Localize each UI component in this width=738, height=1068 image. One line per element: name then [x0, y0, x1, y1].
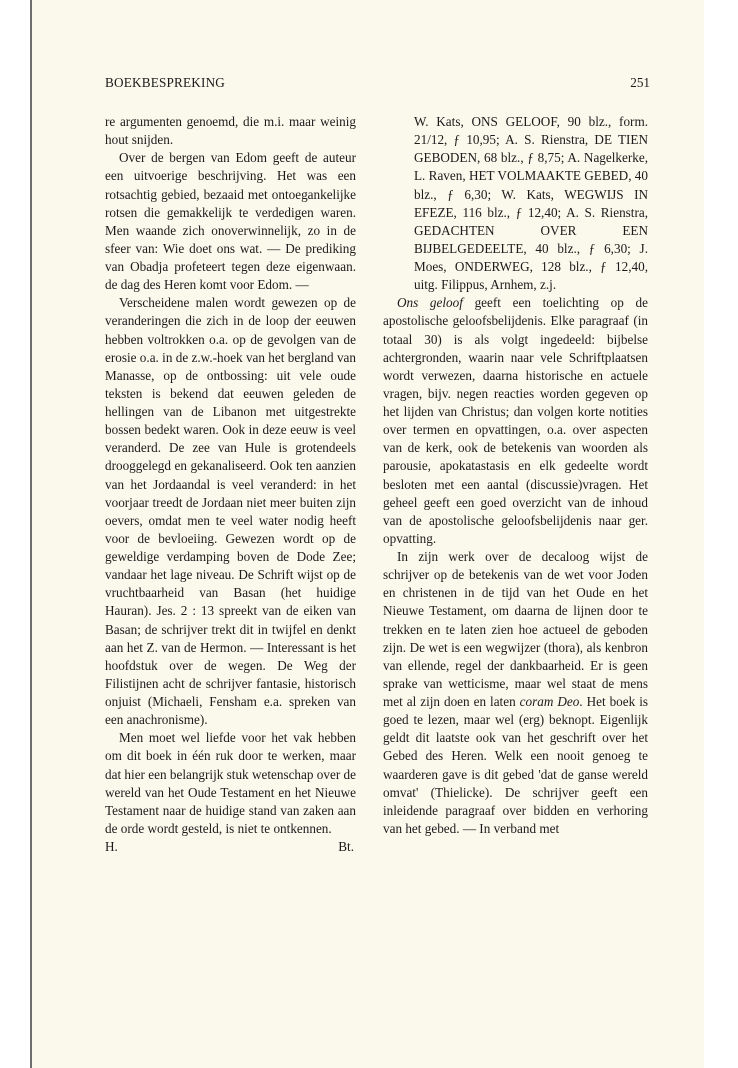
- page-header: [105, 75, 650, 95]
- running-title: BOEKBESPREKING: [105, 75, 226, 90]
- right-column: [383, 113, 648, 838]
- signature-initial: H.: [105, 839, 118, 854]
- reviewer-signature: [105, 838, 356, 856]
- paragraph: Over de bergen van Edom geeft de auteur een uitvoerige beschrijving. Het was een rotsachtig gebied, bezaaid met ontoegankelijke rotsen die gemakkelijk te verdedigen waren. Men waande zich onoverwinnelijk, zo in de sfeer van: Wie doet ons wat. — De prediking van Obadja profeteert tegen deze eigenwaan. de dag des Heren komt voor Edom. —: [105, 150, 356, 293]
- paragraph-text: In zijn werk over de decaloog wijst de schrijver op de betekenis van de wet voor Joden en christenen in de tijd van het Oude en het Nieuwe Testament, om daarna de lijnen door te trekken en te laten zien hoe actueel de geboden zijn. De wet is een wegwijzer (thora), als kenbron van ellende, regel der dankbaarheid. Er is geen sprake van wetticisme, maar wel staat de mens met al zijn doen en laten: [383, 549, 648, 709]
- paragraph: [383, 294, 648, 548]
- book-list-citation: W. Kats, ONS GELOOF, 90 blz., form. 21/12, ƒ 10,95; A. S. Rienstra, DE TIEN GEBODEN, 68 blz., ƒ 8,75; A. Nagelkerke, L. Raven, HET VOLMAAKTE GEBED, 40 blz., ƒ 6,30; W. Kats, WEGWIJS IN EFEZE, 116 blz., ƒ 12,40; A. S. Rienstra, GEDACHTEN OVER EEN BIJBELGEDEELTE, 40 blz., ƒ 6,30; J. Moes, ONDERWEG, 128 blz., ƒ 12,40, uitg. Filippus, Arnhem, z.j.: [414, 114, 648, 293]
- latin-phrase-italic: coram Deo: [519, 694, 580, 709]
- paragraph: re argumenten genoemd, die m.i. maar weinig hout snijden.: [105, 114, 356, 148]
- page-number: 251: [630, 75, 650, 90]
- scan-margin-right: [704, 0, 738, 1068]
- paragraph-text: geeft een toelichting op de apostolische geloofsbelijdenis. Elke paragraaf (in totaal 30) is als volgt ingedeeld: bijbelse achtergronden, waarin naar vele Schriftplaatsen wordt verwezen, daarna historische en actuele vragen, bijv. negen reacties worden gegeven op het lijden van Christus; dan volgen korte notities over termen en opvattingen, o.a. over aspecten van de kerk, ook de betekenis van woorden als parousie, apokatastasis en elk gedeelte wordt besloten met een aantal (discussie)vragen. Het geheel geeft een goed overzicht van de inhoud van de apostolische geloofsbelijdenis naar ger. opvatting.: [383, 295, 648, 546]
- paragraph: Men moet wel liefde voor het vak hebben om dit boek in één ruk door te werken, maar dat hier een belangrijk stuk wetenschap over de wereld van het Oude Testament en het Nieuwe Testament naar de huidige stand van zaken aan de orde wordt gesteld, is niet te ontkennen.: [105, 730, 356, 836]
- paragraph-text: . Het boek is goed te lezen, maar wel (erg) beknopt. Eigenlijk geldt dit laatste ook van het geschrift over het Gebed des Heren. Welk een nooit genoeg te waarderen gave is dit gebed 'dat de ganse wereld omvat' (Thielicke). De schrijver geeft een inleidende paragraaf over bidden en verhoring van het gebed. — In verband met: [383, 694, 648, 836]
- paragraph: Verscheidene malen wordt gewezen op de veranderingen die zich in de loop der eeuwen hebben voltrokken o.a. op de gevolgen van de erosie o.a. in de z.w.-hoek van het bergland van Manasse, op de ontbossing: uit vele oude teksten is bekend dat eeuwen geleden de hellingen van de Libanon met uitgestrekte bossen bedekt waren. Ook in deze eeuw is veel veranderd. De zee van Hule is grotendeels drooggelegd en gekanaliseerd. Ook ten aanzien van het Jordaandal is veel veranderd: in het voorjaar treedt de Jordaan niet meer buiten zijn oevers, omdat men te veel water nodig heeft voor de bevloeiing. Gewezen wordt op de geweldige verdamping boven de Dode Zee; vandaar het lage niveau. De Schrift wijst op de vruchtbaarheid van Basan (het huidige Hauran). Jes. 2 : 13 spreekt van de eiken van Basan; de schrijver trekt dit in twijfel en denkt aan het Z. van de Hermon. — Interessant is het hoofdstuk over de wegen. De Weg der Filistijnen acht de schrijver fantasie, historisch onjuist (Michaeli, Fensham e.a. spreken van een anachronisme).: [105, 295, 356, 728]
- paragraph: [383, 548, 648, 838]
- scan-margin-left: [0, 0, 30, 1068]
- signature-name: Bt.: [338, 839, 354, 854]
- book-title-italic: Ons geloof: [397, 295, 463, 311]
- left-column: [105, 113, 356, 856]
